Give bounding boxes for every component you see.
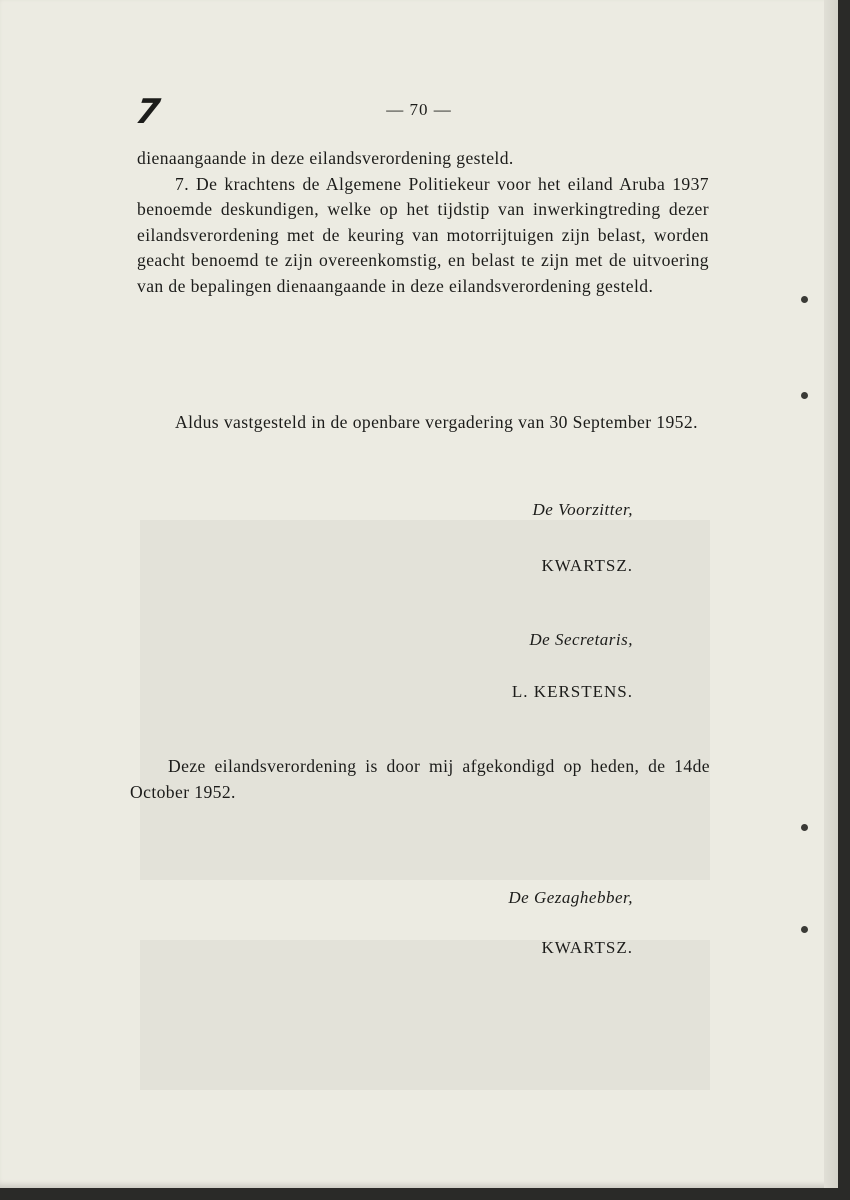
promulgation-text: Deze eilandsverordening is door mij afgekondigd op heden, de 14de October 1952.: [130, 756, 710, 802]
continuation-line: dienaangaande in deze eilandsverordening gesteld.: [137, 148, 514, 168]
adoption-text: Aldus vastgesteld in de openbare vergadering van 30 September 1952.: [175, 412, 698, 432]
governor-name: KWARTSZ.: [541, 938, 633, 957]
secretary-name: L. KERSTENS.: [511, 682, 633, 701]
chair-title: De Voorzitter,: [532, 500, 633, 519]
page-edge: [824, 0, 838, 1188]
promulgation-block: [130, 754, 710, 805]
secretary-title: De Secretaris,: [529, 630, 633, 649]
chair-name: KWARTSZ.: [541, 556, 633, 575]
governor-title: De Gezaghebber,: [508, 888, 633, 907]
binding-hole: [801, 824, 808, 831]
adoption-block: [137, 410, 709, 436]
binding-hole: [801, 926, 808, 933]
binding-hole: [801, 392, 808, 399]
binding-hole: [801, 296, 808, 303]
page-mark: 7: [133, 92, 163, 132]
page-number: — 70 —: [386, 100, 452, 119]
body-text: [137, 146, 709, 299]
show-through: [140, 940, 710, 1090]
paragraph-7: 7. De krachtens de Algemene Politiekeur voor het eiland Aruba 1937 benoemde deskundigen, welke op het tijdstip van inwerkingtreding dezer eilandsverordening met de keuring van motorrijtuigen zijn belast, worden geacht benoemd te zijn overeenkomstig, en belast te zijn met de uitvoering van de bepalingen dienaangaande in deze eilandsverordening gesteld.: [137, 173, 709, 296]
